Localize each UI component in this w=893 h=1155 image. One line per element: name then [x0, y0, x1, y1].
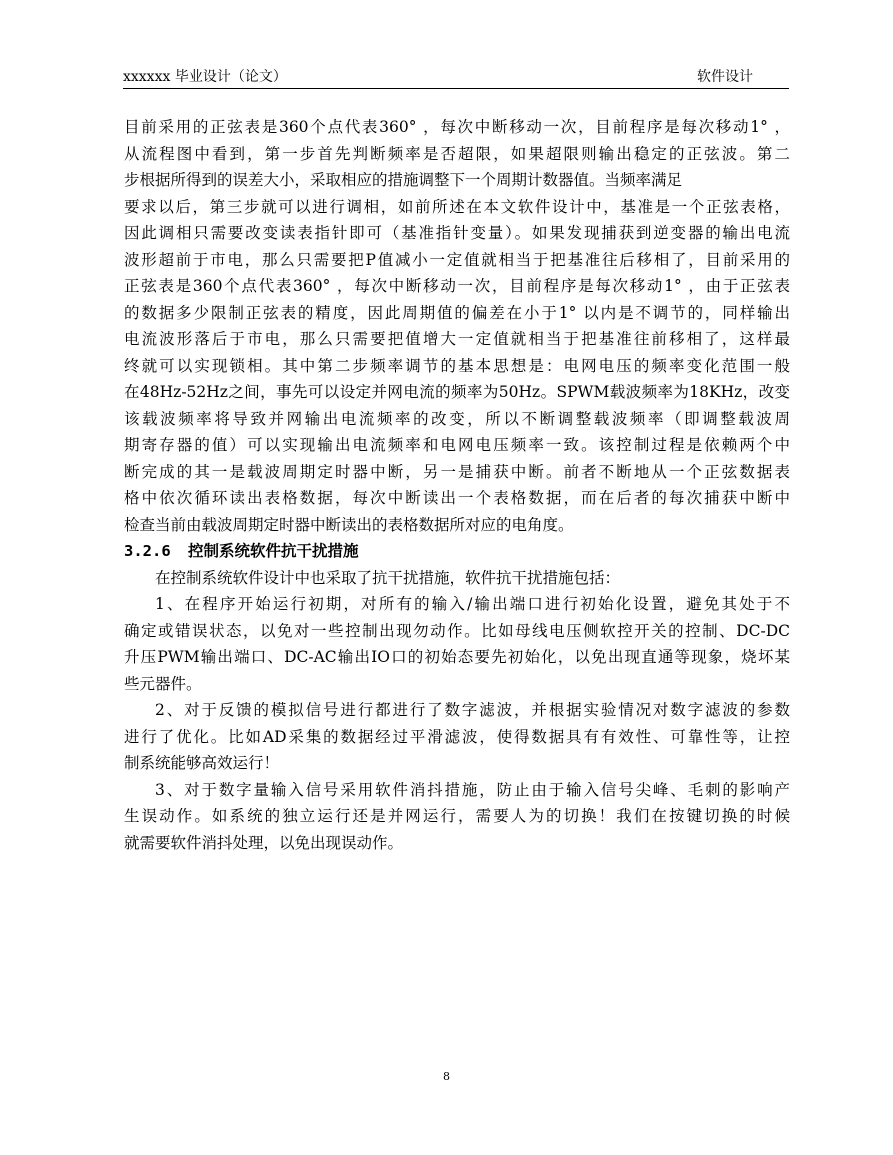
body-line: 些元器件。 — [124, 674, 202, 693]
body-line: 在控制系统软件设计中也采取了抗干扰措施，软件抗干扰措施包括： — [155, 568, 621, 587]
page-body — [124, 114, 790, 856]
body-line: 正弦表是360个点代表360° ，每次中断移动一次，目前程序是每次移动1° ，由于正弦表 — [124, 277, 790, 295]
body-line: 终就可以实现锁相。其中第二步频率调节的基本思想是：电网电压的频率变化范围一般 — [124, 356, 790, 375]
section-number: 3.2.6 — [124, 542, 171, 560]
header-chapter-title: 软件设计 — [697, 69, 753, 85]
body-line: 在48Hz-52Hz之间，事先可以设定并网电流的频率为50Hz。SPWM载波频率为18KHz，改变 — [124, 383, 790, 401]
body-line: 的数据多少限制正弦表的精度，因此周期值的偏差在小于1° 以内是不调节的，同样输出 — [124, 303, 790, 322]
body-line: 检查当前由载波周期定时器中断读出的表格数据所对应的电角度。 — [124, 515, 574, 534]
body-line: 期寄存器的值）可以实现输出电流频率和电网电压频率一致。该控制过程是依赖两个中 — [124, 436, 790, 454]
body-line: 3、对于数字量输入信号采用软件消抖措施，防止由于输入信号尖峰、毛刺的影响产 — [155, 780, 790, 799]
body-line: 升压PWM输出端口、DC-AC输出IO口的初始态要先初始化，以免出现直通等现象，烧坏某 — [124, 648, 790, 666]
body-line: 生误动作。如系统的独立运行还是并网运行，需要人为的切换！我们在按键切换的时候 — [124, 807, 790, 825]
body-line: 波形超前于市电，那么只需要把P值减小一定值就相当于把基准往后移相了，目前采用的 — [124, 250, 790, 269]
body-line: 该载波频率将导致并网输出电流频率的改变，所以不断调整载波频率（即调整载波周 — [124, 409, 790, 428]
body-line: 要求以后，第三步就可以进行调相，如前所述在本文软件设计中，基准是一个正弦表格， — [124, 197, 790, 216]
body-line: 格中依次循环读出表格数据，每次中断读出一个表格数据，而在后者的每次捕获中断中 — [124, 489, 790, 507]
header-thesis-title: xxxxxx 毕业设计（论文） — [123, 69, 287, 85]
body-line: 因此调相只需要改变读表指针即可（基准指针变量）。如果发现捕获到逆变器的输出电流 — [124, 224, 790, 242]
body-line: 1、在程序开始运行初期，对所有的输入/输出端口进行初始化设置，避免其处于不 — [155, 595, 790, 613]
body-line: 进行了优化。比如AD采集的数据经过平滑滤波，使得数据具有有效性、可靠性等，让控 — [124, 727, 790, 746]
body-line: 电流波形落后于市电，那么只需要把值增大一定值就相当于把基准往前移相了，这样最 — [124, 330, 790, 348]
body-line: 就需要软件消抖处理，以免出现误动作。 — [124, 833, 404, 852]
body-line: 确定或错误状态，以免对一些控制出现勿动作。比如母线电压侧软控开关的控制、DC-DC — [124, 621, 790, 640]
body-line: 从流程图中看到，第一步首先判断频率是否超限，如果超限则输出稳定的正弦波。第二 — [124, 144, 790, 163]
body-line: 2、对于反馈的模拟信号进行都进行了数字滤波，并根据实验情况对数字滤波的参数 — [155, 701, 790, 719]
body-line: 目前采用的正弦表是360个点代表360° ，每次中断移动一次，目前程序是每次移动1° ， — [124, 118, 790, 136]
section-heading — [124, 538, 790, 565]
section-title: 控制系统软件抗干扰措施 — [188, 542, 359, 560]
page-header — [123, 62, 789, 89]
page-number: 8 — [443, 1070, 450, 1083]
body-line: 步根据所得到的误差大小，采取相应的措施调整下一个周期计数器值。当频率满足 — [124, 171, 683, 189]
body-line: 制系统能够高效运行！ — [124, 754, 280, 772]
body-line: 断完成的其一是载波周期定时器中断，另一是捕获中断。前者不断地从一个正弦数据表 — [124, 462, 790, 481]
